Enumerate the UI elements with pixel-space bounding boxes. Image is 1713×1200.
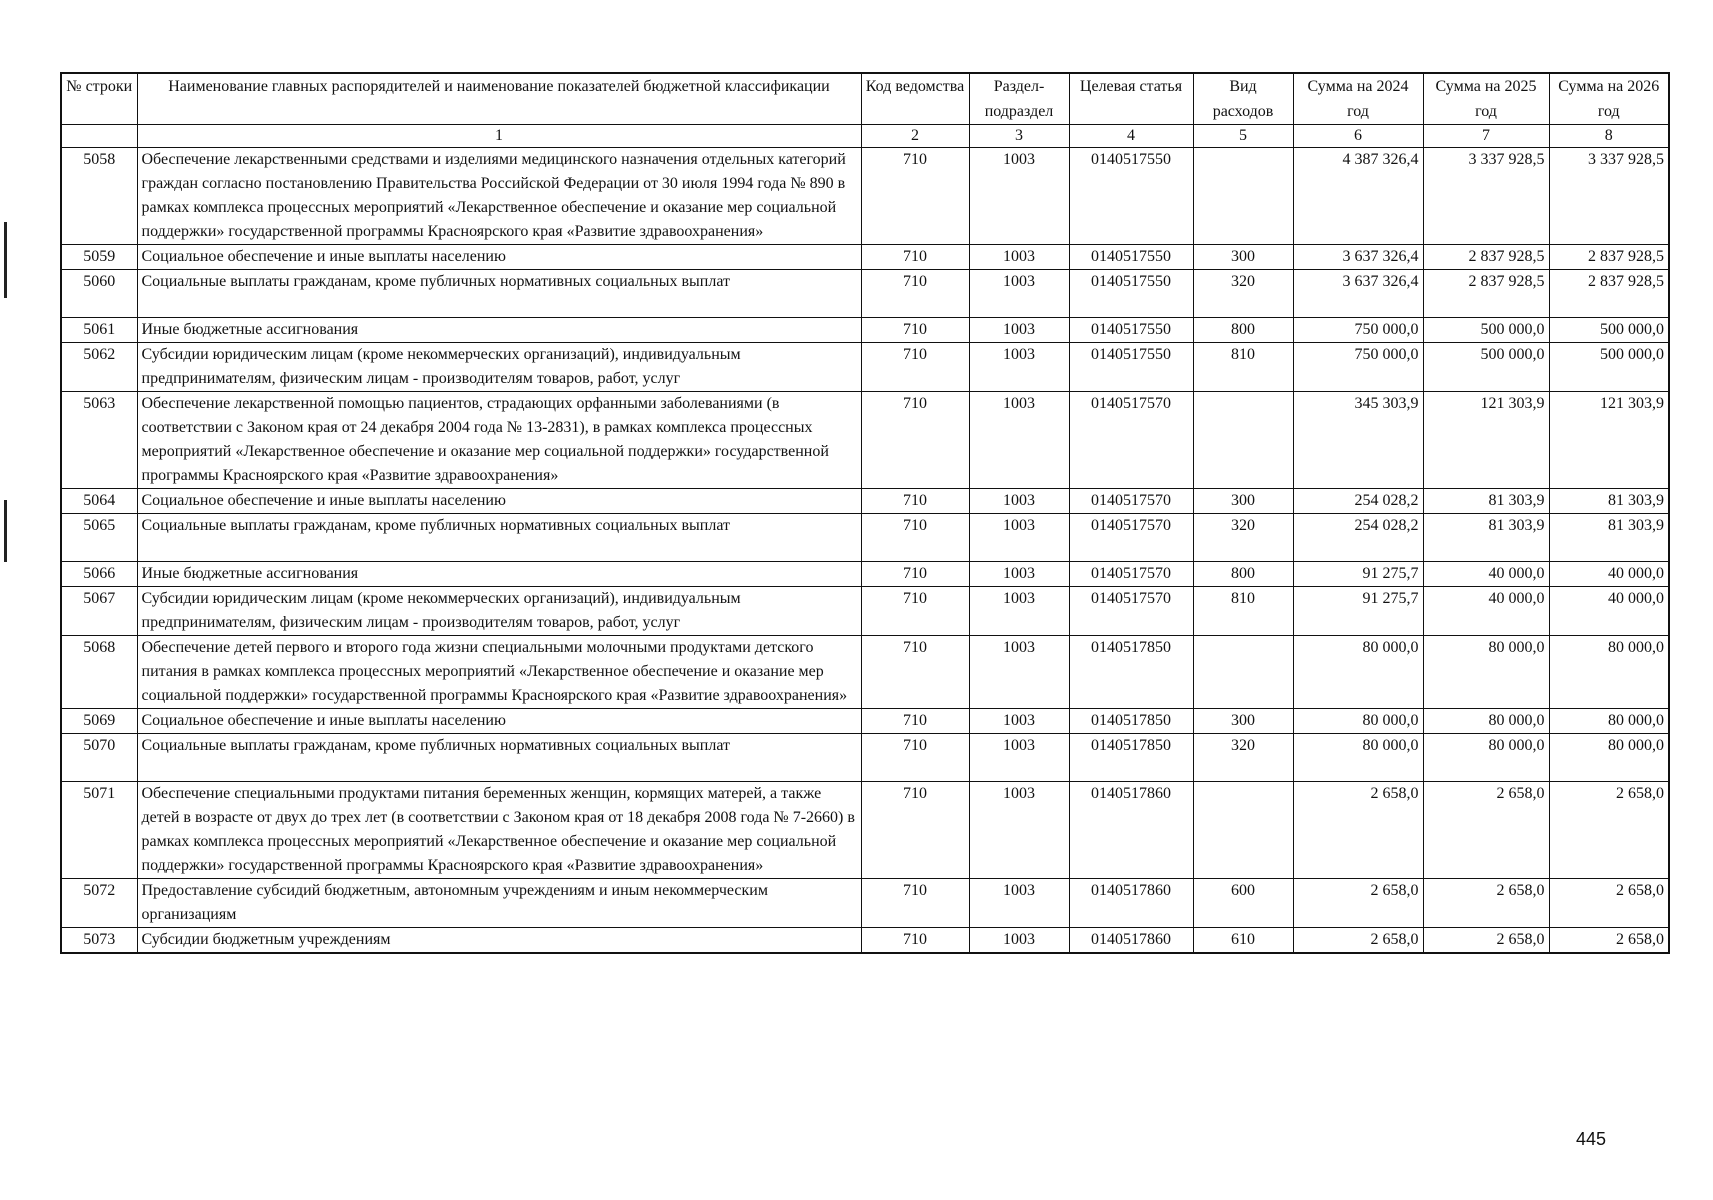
- row-sum-2026: 121 303,9: [1549, 392, 1669, 489]
- row-number: 5064: [61, 489, 137, 514]
- row-expense-type: [1193, 636, 1293, 709]
- row-expense-type: 810: [1193, 587, 1293, 636]
- row-expense-type: [1193, 148, 1293, 245]
- row-expense-type: 810: [1193, 343, 1293, 392]
- row-sum-2025: 80 000,0: [1423, 734, 1549, 782]
- row-dept-code: 710: [861, 245, 969, 270]
- row-sum-2024: 750 000,0: [1293, 318, 1423, 343]
- row-section: 1003: [969, 928, 1069, 954]
- header-target: Целевая статья: [1069, 73, 1193, 125]
- table-row: [61, 587, 1669, 636]
- row-sum-2025: 2 658,0: [1423, 879, 1549, 928]
- row-section: 1003: [969, 318, 1069, 343]
- row-expense-type: 300: [1193, 709, 1293, 734]
- row-expense-type: 300: [1193, 245, 1293, 270]
- row-dept-code: 710: [861, 343, 969, 392]
- row-name: Социальное обеспечение и иные выплаты населению: [137, 489, 861, 514]
- row-number: 5060: [61, 270, 137, 318]
- table-row: [61, 879, 1669, 928]
- row-section: 1003: [969, 245, 1069, 270]
- row-expense-type: 800: [1193, 562, 1293, 587]
- row-expense-type: 610: [1193, 928, 1293, 954]
- row-sum-2025: 500 000,0: [1423, 343, 1549, 392]
- row-sum-2024: 3 637 326,4: [1293, 270, 1423, 318]
- row-sum-2024: 345 303,9: [1293, 392, 1423, 489]
- row-expense-type: 320: [1193, 734, 1293, 782]
- row-number: 5062: [61, 343, 137, 392]
- column-number: 1: [137, 125, 861, 148]
- page-number: 445: [1576, 1129, 1607, 1149]
- budget-table: [60, 72, 1670, 954]
- row-sum-2026: 2 837 928,5: [1549, 270, 1669, 318]
- row-sum-2026: 500 000,0: [1549, 343, 1669, 392]
- row-number: 5058: [61, 148, 137, 245]
- row-expense-type: 300: [1193, 489, 1293, 514]
- row-sum-2026: 500 000,0: [1549, 318, 1669, 343]
- row-sum-2025: 2 658,0: [1423, 782, 1549, 879]
- row-sum-2024: 80 000,0: [1293, 709, 1423, 734]
- row-name: Обеспечение детей первого и второго года жизни специальными молочными продуктами детского питания в рамках комплекса процессных мероприятий «Лекарственное обеспечение и оказание мер социальной поддержки» государственной программы Красноярского края «Развитие здравоохранения»: [137, 636, 861, 709]
- row-number: 5061: [61, 318, 137, 343]
- row-number: 5071: [61, 782, 137, 879]
- row-sum-2026: 2 837 928,5: [1549, 245, 1669, 270]
- row-target: 0140517850: [1069, 709, 1193, 734]
- row-target: 0140517860: [1069, 782, 1193, 879]
- row-name: Обеспечение специальными продуктами питания беременных женщин, кормящих матерей, а также детей в возрасте от двух до трех лет (в соответствии с Законом края от 18 декабря 2008 года № 7-2660) в рамках комплекса процессных мероприятий «Лекарственное обеспечение и оказание мер социальной поддержки» государственной программы Красноярского края «Развитие здравоохранения»: [137, 782, 861, 879]
- row-expense-type: 320: [1193, 270, 1293, 318]
- header-row: [61, 73, 1669, 125]
- table-row: [61, 270, 1669, 318]
- row-section: 1003: [969, 514, 1069, 562]
- table-row: [61, 636, 1669, 709]
- row-number: 5065: [61, 514, 137, 562]
- row-target: 0140517550: [1069, 318, 1193, 343]
- row-name: Обеспечение лекарственной помощью пациентов, страдающих орфанными заболеваниями (в соответствии с Законом края от 24 декабря 2004 года № 13-2831), в рамках комплекса процессных мероприятий «Лекарственное обеспечение и оказание мер социальной поддержки» государственной программы Красноярского края «Развитие здравоохранения»: [137, 392, 861, 489]
- row-sum-2024: 80 000,0: [1293, 636, 1423, 709]
- row-dept-code: 710: [861, 782, 969, 879]
- row-name: Социальные выплаты гражданам, кроме публичных нормативных социальных выплат: [137, 514, 861, 562]
- row-section: 1003: [969, 734, 1069, 782]
- row-sum-2026: 3 337 928,5: [1549, 148, 1669, 245]
- row-sum-2024: 3 637 326,4: [1293, 245, 1423, 270]
- table-row: [61, 514, 1669, 562]
- row-section: 1003: [969, 709, 1069, 734]
- column-number: 3: [969, 125, 1069, 148]
- row-sum-2025: 81 303,9: [1423, 514, 1549, 562]
- row-section: 1003: [969, 392, 1069, 489]
- row-name: Социальное обеспечение и иные выплаты населению: [137, 709, 861, 734]
- row-expense-type: [1193, 782, 1293, 879]
- header-section: Раздел-подраздел: [969, 73, 1069, 125]
- table-row: [61, 782, 1669, 879]
- row-target: 0140517570: [1069, 489, 1193, 514]
- header-name: Наименование главных распорядителей и наименование показателей бюджетной классификации: [137, 73, 861, 125]
- row-dept-code: 710: [861, 392, 969, 489]
- row-target: 0140517850: [1069, 734, 1193, 782]
- row-number: 5068: [61, 636, 137, 709]
- row-target: 0140517550: [1069, 148, 1193, 245]
- column-number: 2: [861, 125, 969, 148]
- header-expense-type: Вид расходов: [1193, 73, 1293, 125]
- row-target: 0140517570: [1069, 587, 1193, 636]
- row-dept-code: 710: [861, 148, 969, 245]
- column-number: 6: [1293, 125, 1423, 148]
- row-dept-code: 710: [861, 587, 969, 636]
- row-sum-2026: 2 658,0: [1549, 879, 1669, 928]
- column-number: 5: [1193, 125, 1293, 148]
- row-target: 0140517550: [1069, 343, 1193, 392]
- row-sum-2024: 2 658,0: [1293, 928, 1423, 954]
- row-section: 1003: [969, 636, 1069, 709]
- row-number: 5073: [61, 928, 137, 954]
- row-dept-code: 710: [861, 734, 969, 782]
- scan-margin-mark: [4, 222, 7, 298]
- row-expense-type: 320: [1193, 514, 1293, 562]
- row-name: Субсидии юридическим лицам (кроме некоммерческих организаций), индивидуальным предпринимателям, физическим лицам - производителям товаров, работ, услуг: [137, 587, 861, 636]
- row-expense-type: 600: [1193, 879, 1293, 928]
- row-sum-2025: 2 658,0: [1423, 928, 1549, 954]
- row-sum-2025: 80 000,0: [1423, 709, 1549, 734]
- row-section: 1003: [969, 270, 1069, 318]
- row-target: 0140517850: [1069, 636, 1193, 709]
- column-number: 8: [1549, 125, 1669, 148]
- row-number: 5059: [61, 245, 137, 270]
- row-target: 0140517570: [1069, 562, 1193, 587]
- row-target: 0140517860: [1069, 879, 1193, 928]
- table-row: [61, 734, 1669, 782]
- column-number: 7: [1423, 125, 1549, 148]
- row-section: 1003: [969, 562, 1069, 587]
- row-sum-2026: 81 303,9: [1549, 489, 1669, 514]
- row-name: Предоставление субсидий бюджетным, автономным учреждениям и иным некоммерческим организациям: [137, 879, 861, 928]
- row-sum-2026: 80 000,0: [1549, 709, 1669, 734]
- row-name: Социальное обеспечение и иные выплаты населению: [137, 245, 861, 270]
- row-dept-code: 710: [861, 318, 969, 343]
- header-row-no: № строки: [61, 73, 137, 125]
- row-sum-2024: 91 275,7: [1293, 562, 1423, 587]
- row-sum-2025: 121 303,9: [1423, 392, 1549, 489]
- row-sum-2024: 2 658,0: [1293, 879, 1423, 928]
- row-dept-code: 710: [861, 636, 969, 709]
- header-sum-2026: Сумма на 2026 год: [1549, 73, 1669, 125]
- table-row: [61, 318, 1669, 343]
- row-sum-2025: 2 837 928,5: [1423, 245, 1549, 270]
- row-section: 1003: [969, 489, 1069, 514]
- row-dept-code: 710: [861, 489, 969, 514]
- row-name: Субсидии юридическим лицам (кроме некоммерческих организаций), индивидуальным предпринимателям, физическим лицам - производителям товаров, работ, услуг: [137, 343, 861, 392]
- row-number: 5067: [61, 587, 137, 636]
- row-sum-2026: 80 000,0: [1549, 636, 1669, 709]
- row-dept-code: 710: [861, 270, 969, 318]
- row-section: 1003: [969, 587, 1069, 636]
- row-name: Обеспечение лекарственными средствами и изделиями медицинского назначения отдельных категорий граждан согласно постановлению Правительства Российской Федерации от 30 июля 1994 года № 890 в рамках комплекса процессных мероприятий «Лекарственное обеспечение и оказание мер социальной поддержки» государственной программы Красноярского края «Развитие здравоохранения»: [137, 148, 861, 245]
- table-row: [61, 148, 1669, 245]
- row-number: 5066: [61, 562, 137, 587]
- row-sum-2025: 40 000,0: [1423, 587, 1549, 636]
- row-target: 0140517570: [1069, 514, 1193, 562]
- row-number: 5063: [61, 392, 137, 489]
- row-sum-2024: 91 275,7: [1293, 587, 1423, 636]
- header-sum-2024: Сумма на 2024 год: [1293, 73, 1423, 125]
- table-row: [61, 709, 1669, 734]
- row-sum-2026: 80 000,0: [1549, 734, 1669, 782]
- row-sum-2025: 80 000,0: [1423, 636, 1549, 709]
- column-number: 4: [1069, 125, 1193, 148]
- row-sum-2026: 2 658,0: [1549, 782, 1669, 879]
- table-body: [61, 148, 1669, 954]
- row-target: 0140517570: [1069, 392, 1193, 489]
- table-row: [61, 489, 1669, 514]
- row-name: Субсидии бюджетным учреждениям: [137, 928, 861, 954]
- row-sum-2024: 4 387 326,4: [1293, 148, 1423, 245]
- row-number: 5070: [61, 734, 137, 782]
- table-row: [61, 928, 1669, 954]
- row-sum-2026: 81 303,9: [1549, 514, 1669, 562]
- table-row: [61, 562, 1669, 587]
- row-dept-code: 710: [861, 514, 969, 562]
- row-dept-code: 710: [861, 562, 969, 587]
- row-number: 5069: [61, 709, 137, 734]
- row-sum-2024: 2 658,0: [1293, 782, 1423, 879]
- row-name: Социальные выплаты гражданам, кроме публичных нормативных социальных выплат: [137, 734, 861, 782]
- row-name: Иные бюджетные ассигнования: [137, 318, 861, 343]
- row-target: 0140517860: [1069, 928, 1193, 954]
- table-row: [61, 392, 1669, 489]
- row-section: 1003: [969, 343, 1069, 392]
- row-sum-2026: 2 658,0: [1549, 928, 1669, 954]
- row-dept-code: 710: [861, 879, 969, 928]
- table-row: [61, 343, 1669, 392]
- row-sum-2025: 2 837 928,5: [1423, 270, 1549, 318]
- row-sum-2025: 3 337 928,5: [1423, 148, 1549, 245]
- row-section: 1003: [969, 782, 1069, 879]
- row-sum-2025: 81 303,9: [1423, 489, 1549, 514]
- row-expense-type: 800: [1193, 318, 1293, 343]
- row-number: 5072: [61, 879, 137, 928]
- row-dept-code: 710: [861, 709, 969, 734]
- column-number-blank: [61, 125, 137, 148]
- row-section: 1003: [969, 879, 1069, 928]
- row-sum-2025: 500 000,0: [1423, 318, 1549, 343]
- row-section: 1003: [969, 148, 1069, 245]
- row-sum-2024: 254 028,2: [1293, 489, 1423, 514]
- row-sum-2024: 254 028,2: [1293, 514, 1423, 562]
- row-sum-2024: 750 000,0: [1293, 343, 1423, 392]
- scan-margin-mark: [4, 500, 7, 562]
- row-sum-2026: 40 000,0: [1549, 562, 1669, 587]
- row-dept-code: 710: [861, 928, 969, 954]
- row-expense-type: [1193, 392, 1293, 489]
- row-sum-2026: 40 000,0: [1549, 587, 1669, 636]
- row-name: Социальные выплаты гражданам, кроме публичных нормативных социальных выплат: [137, 270, 861, 318]
- header-sum-2025: Сумма на 2025 год: [1423, 73, 1549, 125]
- header-dept-code: Код ведомства: [861, 73, 969, 125]
- row-sum-2025: 40 000,0: [1423, 562, 1549, 587]
- row-name: Иные бюджетные ассигнования: [137, 562, 861, 587]
- row-target: 0140517550: [1069, 245, 1193, 270]
- row-sum-2024: 80 000,0: [1293, 734, 1423, 782]
- column-number-row: [61, 125, 1669, 148]
- table-row: [61, 245, 1669, 270]
- row-target: 0140517550: [1069, 270, 1193, 318]
